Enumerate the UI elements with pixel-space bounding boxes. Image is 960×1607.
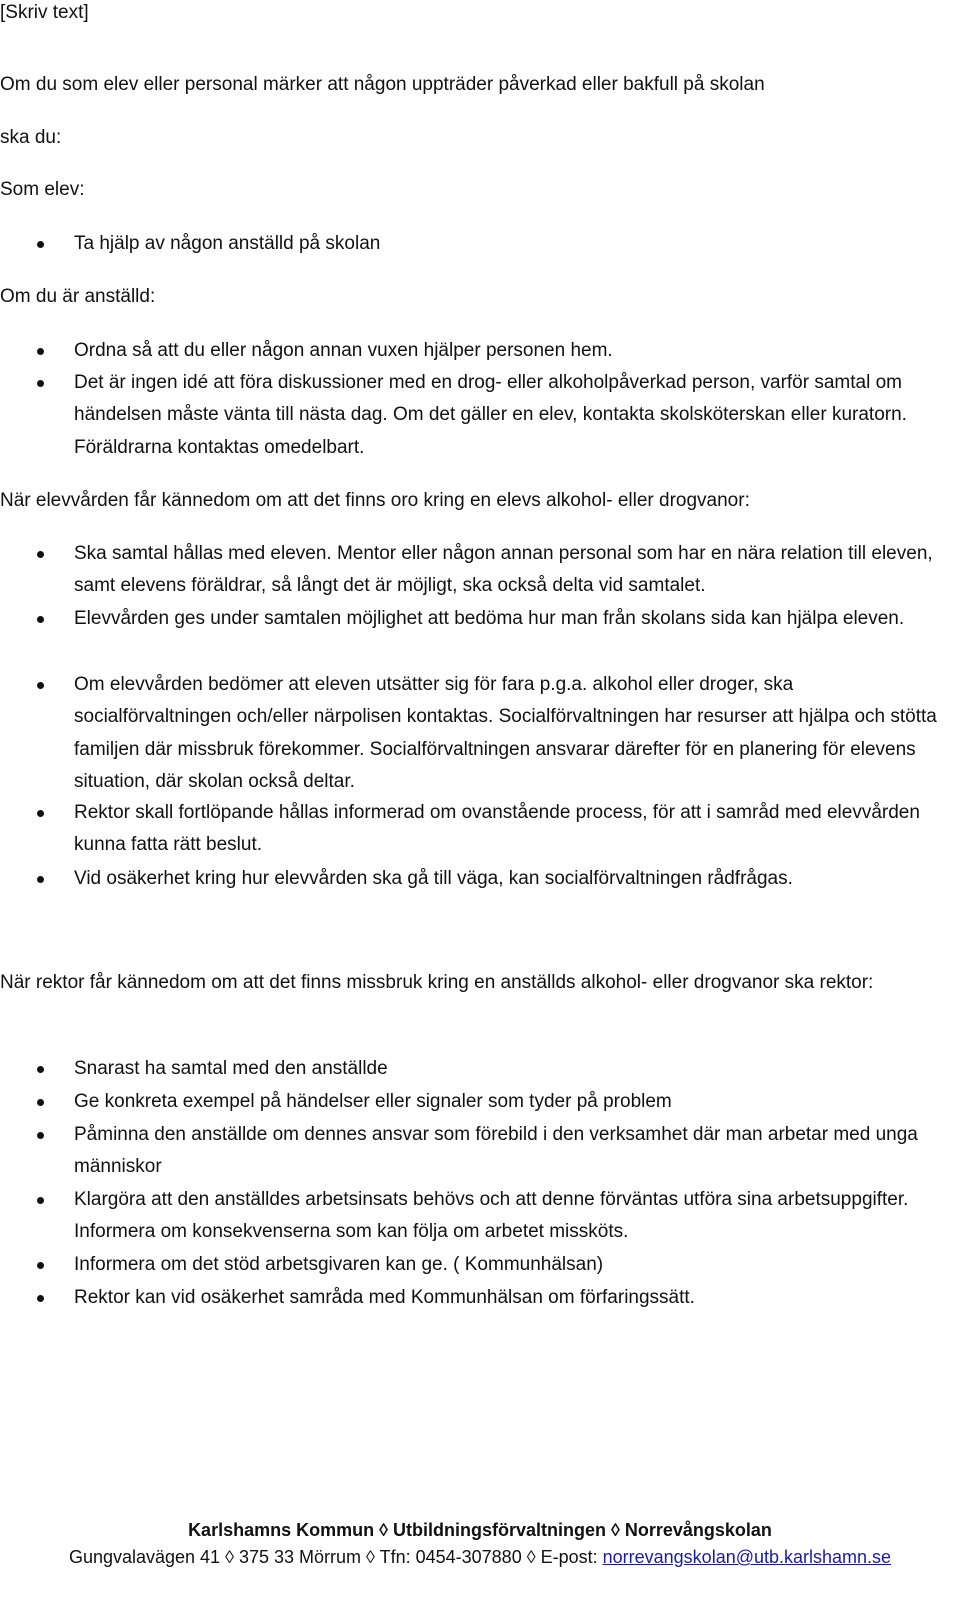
bullet-icon [37,348,44,355]
principal-item: Påminna den anställde om dennes ansvar som förebild i den verksamhet där man arbetar med unga människor [74,1124,918,1178]
bullet-icon [37,241,44,248]
footer-address-line [0,1545,960,1569]
student-item: Ta hjälp av någon anställd på skolan [74,233,381,254]
bullet-icon [37,551,44,558]
bullet-icon [37,380,44,387]
care-item: Om elevvården bedömer att eleven utsätter sig för fara p.g.a. alkohol eller droger, ska socialförvaltningen och/eller närpolisen kontaktas. Socialförvaltningen har resurser att hjälpa och stötta familjen där missbruk förekommer. Socialförvaltningen ansvarar därefter för en planering för elevens situation, där skolan också deltar. [74,674,937,793]
bullet-icon [37,1066,44,1073]
care-item: Rektor skall fortlöpande hållas informerad om ovanstående process, för att i samråd med elevvården kunna fatta rätt beslut. [74,802,920,856]
bullet-icon [37,682,44,689]
principal-item: Snarast ha samtal med den anställde [74,1058,388,1079]
bullet-icon [37,876,44,883]
header-placeholder: [Skriv text] [0,2,89,23]
care-item: Elevvården ges under samtalen möjlighet att bedöma hur man från skolans sida kan hjälpa eleven. [74,608,905,629]
principal-item: Ge konkreta exempel på händelser eller signaler som tyder på problem [74,1091,672,1112]
principal-item: Informera om det stöd arbetsgivaren kan ge. ( Kommunhälsan) [74,1254,604,1275]
footer-email-link[interactable]: norrevangskolan@utb.karlshamn.se [602,1547,892,1567]
bullet-icon [37,1099,44,1106]
footer-address: Gungvalavägen 41 ◊ 375 33 Mörrum ◊ Tfn: 0454-307880 ◊ E-post: [68,1547,603,1567]
principal-item: Klargöra att den anställdes arbetsinsats behövs och att denne förväntas utföra sina arbetsuppgifter. Informera om konsekvenserna som kan följa om arbetet missköts. [74,1189,909,1243]
care-item: Vid osäkerhet kring hur elevvården ska gå till väga, kan socialförvaltningen rådfrågas. [74,868,793,889]
care-heading: När elevvården får kännedom om att det finns oro kring en elevs alkohol- eller drogvanor: [0,490,750,511]
staff-heading: Om du är anställd: [0,286,156,307]
principal-item: Rektor kan vid osäkerhet samråda med Kommunhälsan om förfaringssätt. [74,1287,695,1308]
bullet-icon [37,1132,44,1139]
bullet-icon [37,1197,44,1204]
principal-heading: När rektor får kännedom om att det finns missbruk kring en anställds alkohol- eller drogvanor ska rektor: [0,972,874,993]
intro-line-1: Om du som elev eller personal märker att någon uppträder påverkad eller bakfull på skolan [0,74,765,95]
bullet-icon [37,1295,44,1302]
care-item: Ska samtal hållas med eleven. Mentor eller någon annan personal som har en nära relation till eleven, samt elevens föräldrar, så långt det är möjligt, ska också delta vid samtalet. [74,543,933,597]
staff-item: Ordna så att du eller någon annan vuxen hjälper personen hem. [74,340,613,361]
intro-line-2: ska du: [0,127,62,148]
bullet-icon [37,810,44,817]
bullet-icon [37,616,44,623]
bullet-icon [37,1262,44,1269]
student-heading: Som elev: [0,179,85,200]
footer-org-line: Karlshamns Kommun ◊ Utbildningsförvaltningen ◊ Norrevångskolan [188,1520,772,1540]
staff-item: Det är ingen idé att föra diskussioner med en drog- eller alkoholpåverkad person, varför samtal om händelsen måste vänta till nästa dag. Om det gäller en elev, kontakta skolsköterskan eller kuratorn. Föräldrarna kontaktas omedelbart. [74,372,907,458]
